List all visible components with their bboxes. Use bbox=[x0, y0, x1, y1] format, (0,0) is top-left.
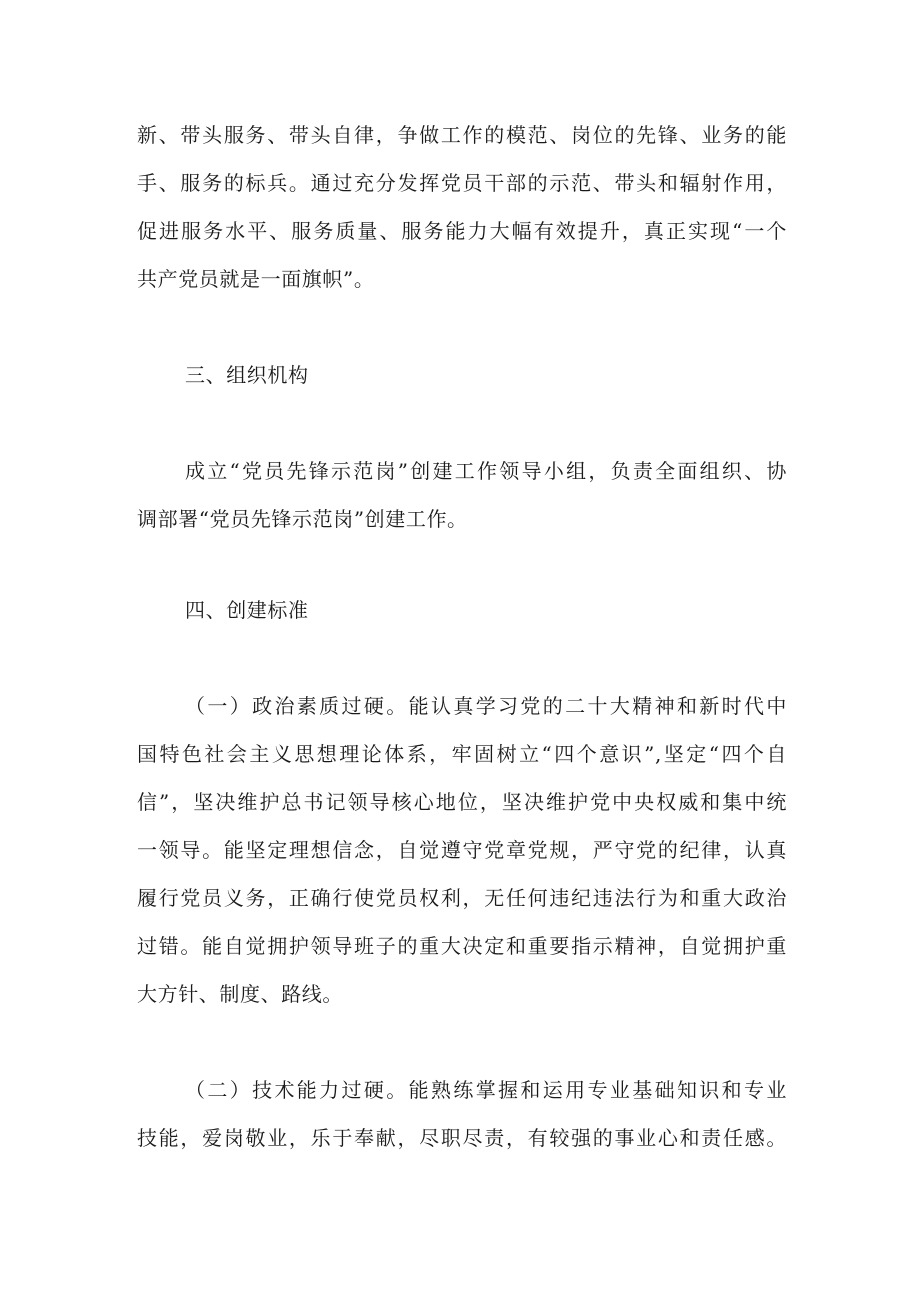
paragraph-line: 过错。能自觉拥护领导班子的重大决定和重要指示精神，自觉拥护重 bbox=[137, 934, 787, 958]
paragraph-line: 成立“党员先锋示范岗”创建工作领导小组，负责全面组织、协 bbox=[185, 459, 787, 483]
paragraph-line: （一）政治素质过硬。能认真学习党的二十大精神和新时代中 bbox=[185, 694, 787, 718]
paragraph-line: 共产党员就是一面旗帜”。 bbox=[137, 267, 375, 291]
paragraph-line: 一领导。能坚定理想信念，自觉遵守党章党规，严守党的纪律，认真 bbox=[137, 838, 787, 862]
paragraph-line: （二）技术能力过硬。能熟练掌握和运用专业基础知识和专业 bbox=[185, 1078, 787, 1102]
section-heading: 四、创建标准 bbox=[185, 598, 309, 622]
paragraph-line: 手、服务的标兵。通过充分发挥党员干部的示范、带头和辐射作用， bbox=[137, 171, 787, 195]
paragraph-line: 国特色社会主义思想理论体系，牢固树立“四个意识”,坚定“四个自 bbox=[137, 742, 787, 766]
paragraph-line: 大方针、制度、路线。 bbox=[137, 982, 343, 1006]
paragraph-line: 新、带头服务、带头自律，争做工作的模范、岗位的先锋、业务的能 bbox=[137, 123, 787, 147]
paragraph-line: 信”，坚决维护总书记领导核心地位，坚决维护党中央权威和集中统 bbox=[137, 790, 787, 814]
paragraph-line: 促进服务水平、服务质量、服务能力大幅有效提升，真正实现“一个 bbox=[137, 219, 787, 243]
section-heading: 三、组织机构 bbox=[185, 363, 309, 387]
paragraph-line: 调部署“党员先锋示范岗”创建工作。 bbox=[137, 507, 468, 531]
paragraph-line: 技能，爱岗敬业，乐于奉献，尽职尽责，有较强的事业心和责任感。 bbox=[137, 1126, 787, 1150]
paragraph-line: 履行党员义务，正确行使党员权利，无任何违纪违法行为和重大政治 bbox=[137, 886, 787, 910]
